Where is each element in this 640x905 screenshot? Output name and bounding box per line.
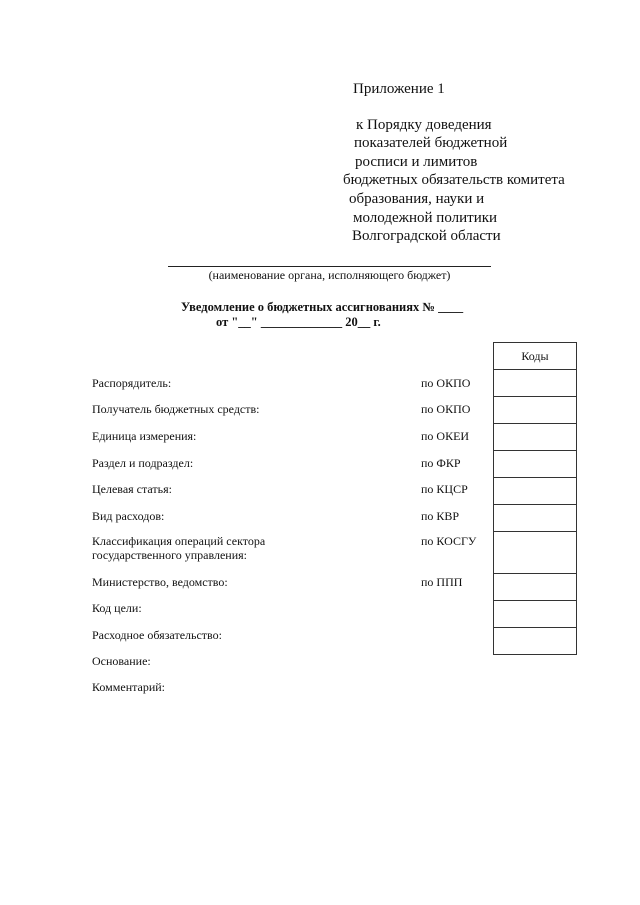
appendix-line: молодежной политики: [353, 209, 498, 226]
field-label-classification-line2: государственного управления:: [92, 548, 247, 562]
field-label-obligation: Расходное обязательство:: [92, 628, 222, 642]
field-label-expense-type: Вид расходов:: [92, 509, 165, 523]
field-label-unit: Единица измерения:: [92, 429, 197, 443]
appendix-line: образования, науки и: [349, 190, 485, 207]
code-cell-ministry[interactable]: [494, 574, 576, 601]
code-label-okei: по ОКЕИ: [421, 429, 470, 443]
code-cell-recipient[interactable]: [494, 397, 576, 424]
code-label-kvr: по КВР: [421, 509, 460, 523]
appendix-block: [338, 80, 618, 246]
code-cell-classification[interactable]: [494, 532, 576, 574]
field-label-classification: [92, 534, 265, 562]
field-label-ministry: Министерство, ведомство:: [92, 575, 228, 589]
code-label-kosgu: по КОСГУ: [421, 534, 477, 548]
code-label-fkr: по ФКР: [421, 456, 461, 470]
notice-date: от "__" _____________ 20__ г.: [216, 315, 381, 329]
appendix-line: Волгоградской области: [352, 228, 501, 245]
code-cell-manager[interactable]: [494, 370, 576, 397]
code-label-kcsr: по КЦСР: [421, 482, 468, 496]
field-label-goal-code: Код цели:: [92, 601, 142, 615]
code-cell-section[interactable]: [494, 451, 576, 478]
code-cell-unit[interactable]: [494, 424, 576, 451]
code-cell-obligation[interactable]: [494, 628, 576, 654]
codes-table: [493, 342, 577, 655]
code-cell-expense-type[interactable]: [494, 505, 576, 532]
notice-title: Уведомление о бюджетных ассигнованиях № ____: [181, 300, 464, 314]
field-label-recipient: Получатель бюджетных средств:: [92, 402, 260, 416]
appendix-line: росписи и лимитов: [355, 153, 478, 170]
appendix-line: бюджетных обязательств комитета: [343, 172, 565, 189]
code-label-okpo: по ОКПО: [421, 376, 471, 390]
org-name-caption: (наименование органа, исполняющего бюджет): [208, 268, 451, 282]
appendix-title: Приложение 1: [353, 81, 445, 97]
appendix-line: к Порядку доведения: [356, 116, 492, 133]
code-label-okpo: по ОКПО: [421, 402, 471, 416]
code-cell-target-item[interactable]: [494, 478, 576, 505]
code-cell-goal-code[interactable]: [494, 601, 576, 628]
codes-header: Коды: [494, 343, 576, 370]
org-name-line: [168, 266, 491, 267]
field-label-comment: Комментарий:: [92, 680, 166, 694]
appendix-line: показателей бюджетной: [354, 135, 508, 152]
code-label-ppp: по ППП: [421, 575, 463, 589]
field-label-target-item: Целевая статья:: [92, 482, 172, 496]
field-label-manager: Распорядитель:: [92, 376, 172, 390]
field-label-basis: Основание:: [92, 654, 151, 668]
field-label-section: Раздел и подраздел:: [92, 456, 194, 470]
field-label-classification-line1: Классификация операций сектора: [92, 534, 266, 548]
